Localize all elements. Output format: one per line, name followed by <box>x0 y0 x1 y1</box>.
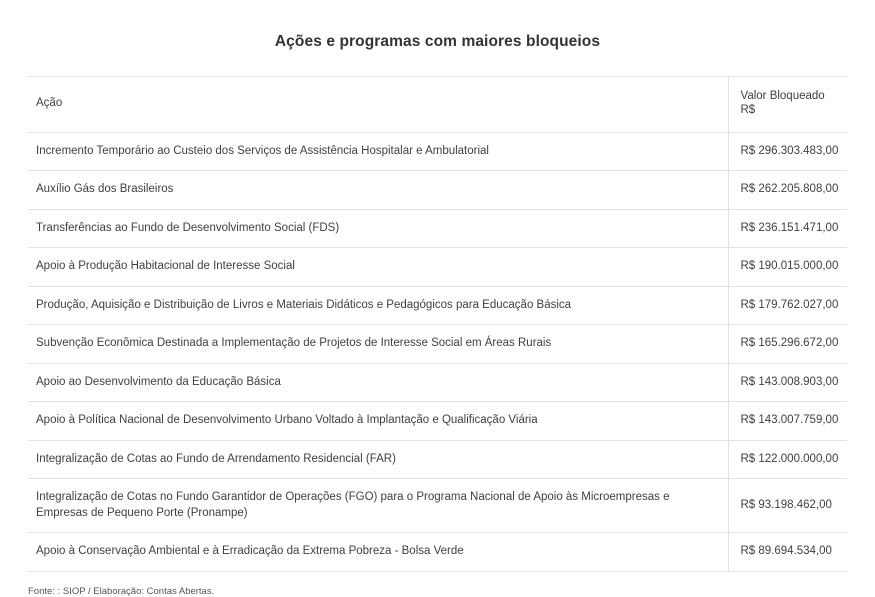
table-body <box>28 132 847 571</box>
table-row <box>28 479 847 533</box>
cell-value: R$ 122.000.000,00 <box>728 440 847 479</box>
source-note: Fonte: : SIOP / Elaboração: Contas Abertas. <box>28 585 215 597</box>
cell-action: Subvenção Econômica Destinada a Implementação de Projetos de Interesse Social em Áreas Rurais <box>28 325 728 364</box>
cell-value: R$ 143.008.903,00 <box>728 363 847 402</box>
table-row <box>28 402 847 441</box>
page-title: Ações e programas com maiores bloqueios <box>274 33 601 50</box>
cell-action: Incremento Temporário ao Custeio dos Serviços de Assistência Hospitalar e Ambulatorial <box>28 132 728 171</box>
table-row <box>28 533 847 572</box>
table-row <box>28 132 847 171</box>
cell-value: R$ 262.205.808,00 <box>728 171 847 210</box>
cell-value: R$ 93.198.462,00 <box>728 479 847 533</box>
cell-action: Integralização de Cotas ao Fundo de Arrendamento Residencial (FAR) <box>28 440 728 479</box>
cell-action: Transferências ao Fundo de Desenvolvimento Social (FDS) <box>28 209 728 248</box>
column-header-value-line2: R$ <box>740 104 756 117</box>
cell-value: R$ 236.151.471,00 <box>728 209 847 248</box>
table-container <box>28 76 847 572</box>
table-row <box>28 248 847 287</box>
column-header-value-line1: Valor Bloqueado <box>740 90 825 102</box>
table-row <box>28 363 847 402</box>
cell-action: Apoio ao Desenvolvimento da Educação Básica <box>28 363 728 402</box>
cell-value: R$ 89.694.534,00 <box>728 533 847 572</box>
cell-action: Apoio à Produção Habitacional de Interesse Social <box>28 248 728 287</box>
cell-value: R$ 296.303.483,00 <box>728 132 847 171</box>
cell-value: R$ 179.762.027,00 <box>728 286 847 325</box>
cell-action: Integralização de Cotas no Fundo Garantidor de Operações (FGO) para o Programa Nacional de Apoio às Microempresas e Empresas de Pequeno Porte (Pronampe) <box>28 479 728 533</box>
column-header-value <box>728 77 847 132</box>
cell-action: Apoio à Conservação Ambiental e à Erradicação da Extrema Pobreza - Bolsa Verde <box>28 533 728 572</box>
table-header <box>28 77 847 132</box>
table-header-row <box>28 77 847 132</box>
cell-value: R$ 190.015.000,00 <box>728 248 847 287</box>
cell-action: Auxílio Gás dos Brasileiros <box>28 171 728 210</box>
cell-value: R$ 143.007.759,00 <box>728 402 847 441</box>
table-row <box>28 286 847 325</box>
table-row <box>28 440 847 479</box>
cell-value: R$ 165.296.672,00 <box>728 325 847 364</box>
table-row <box>28 325 847 364</box>
cell-action: Produção, Aquisição e Distribuição de Livros e Materiais Didáticos e Pedagógicos para Educação Básica <box>28 286 728 325</box>
table-row <box>28 209 847 248</box>
table-row <box>28 171 847 210</box>
blocked-programs-table <box>28 77 847 572</box>
cell-action: Apoio à Política Nacional de Desenvolvimento Urbano Voltado à Implantação e Qualificação Viária <box>28 402 728 441</box>
column-header-action: Ação <box>28 77 728 132</box>
